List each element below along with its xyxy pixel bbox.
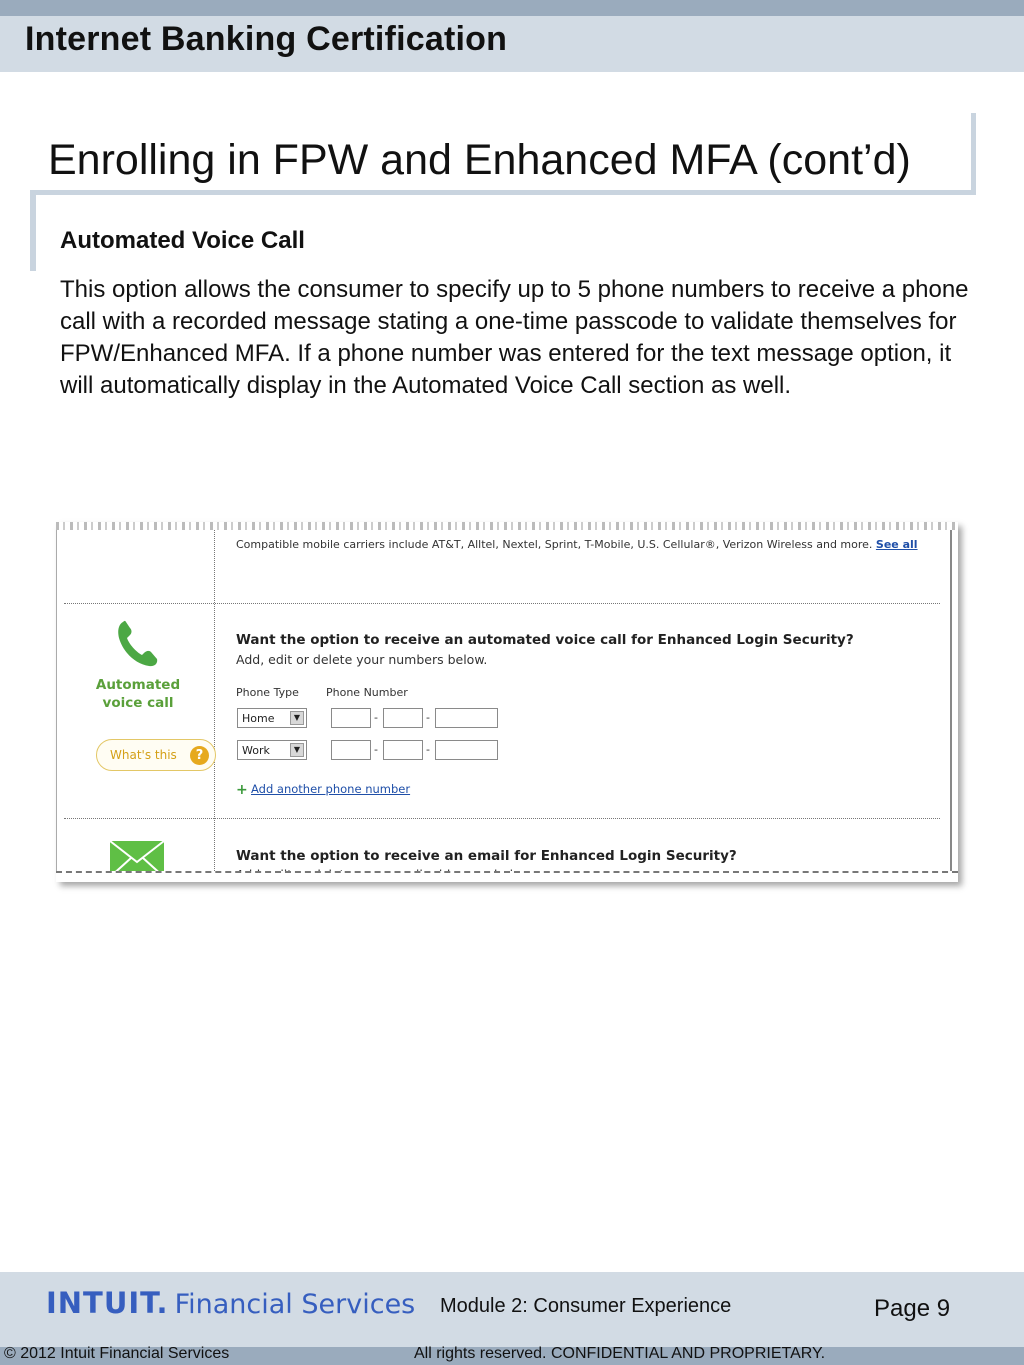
chevron-down-icon: ▼ <box>290 743 304 757</box>
prefix-field[interactable] <box>383 708 423 728</box>
separator: - <box>426 711 430 724</box>
divider <box>950 530 952 875</box>
module-label: Module 2: Consumer Experience <box>440 1295 732 1317</box>
row-divider <box>64 818 940 819</box>
phone-icon <box>115 618 159 668</box>
embedded-screenshot <box>56 522 958 882</box>
torn-edge <box>56 522 958 530</box>
divider <box>56 530 57 875</box>
copyright: © 2012 Intuit Financial Services <box>4 1345 230 1362</box>
body-paragraph: This option allows the consumer to specify up to 5 phone numbers to receive a phone call with a recorded message stating a one-time passcode to validate themselves for FPW/Enhanced MFA. If a phone number was entered for the text message option, it will automatically display in the Automated Voice Call section as well. <box>60 276 969 399</box>
area-code-field[interactable] <box>331 740 371 760</box>
see-all-link[interactable]: See all <box>875 538 918 551</box>
whats-this-button[interactable] <box>96 739 216 771</box>
phone-type-value: Work <box>242 744 270 757</box>
phone-type-value: Home <box>242 712 275 725</box>
whats-this-label: What's this <box>110 748 177 762</box>
carriers-text: Compatible mobile carriers include AT&T, Alltel, Nextel, Sprint, T-Mobile, U.S. Cellular®, Verizon Wireless and more. <box>236 538 873 551</box>
column-divider <box>214 530 215 875</box>
row-divider <box>64 603 940 604</box>
area-code-field[interactable] <box>331 708 371 728</box>
chevron-down-icon: ▼ <box>290 711 304 725</box>
top-accent-strip <box>0 0 1024 16</box>
voice-instructions: Add, edit or delete your numbers below. <box>236 652 488 667</box>
carriers-note <box>236 538 918 551</box>
title-frame <box>30 190 976 195</box>
rights-notice: All rights reserved. CONFIDENTIAL AND PROPRIETARY. <box>414 1345 826 1362</box>
separator: - <box>374 743 378 756</box>
slide-title: Enrolling in FPW and Enhanced MFA (cont’d) <box>48 136 911 184</box>
prefix-field[interactable] <box>383 740 423 760</box>
voice-question: Want the option to receive an automated voice call for Enhanced Login Security? <box>236 632 854 648</box>
header-title: Internet Banking Certification <box>25 20 508 58</box>
page-number: Page 9 <box>874 1295 951 1322</box>
torn-edge <box>56 871 958 882</box>
logo-intuit-text: INTUIT. <box>46 1286 169 1320</box>
separator: - <box>426 743 430 756</box>
phone-type-select[interactable] <box>237 740 307 760</box>
help-icon: ? <box>190 746 209 765</box>
logo-financial-services-text: Financial Services <box>174 1289 416 1320</box>
line-number-field[interactable] <box>435 708 498 728</box>
add-phone-link[interactable]: Add another phone number <box>251 782 411 796</box>
phone-type-header: Phone Type <box>236 686 299 699</box>
separator: - <box>374 711 378 724</box>
line-number-field[interactable] <box>435 740 498 760</box>
intuit-logo <box>46 1286 415 1320</box>
phone-type-select[interactable] <box>237 708 307 728</box>
section-heading: Automated Voice Call <box>60 227 305 254</box>
email-question: Want the option to receive an email for Enhanced Login Security? <box>236 848 737 864</box>
title-frame <box>971 113 976 195</box>
phone-number-header: Phone Number <box>326 686 408 699</box>
title-frame <box>30 193 36 271</box>
plus-icon: + <box>236 782 248 798</box>
automated-voice-label: Automated voice call <box>95 677 181 711</box>
